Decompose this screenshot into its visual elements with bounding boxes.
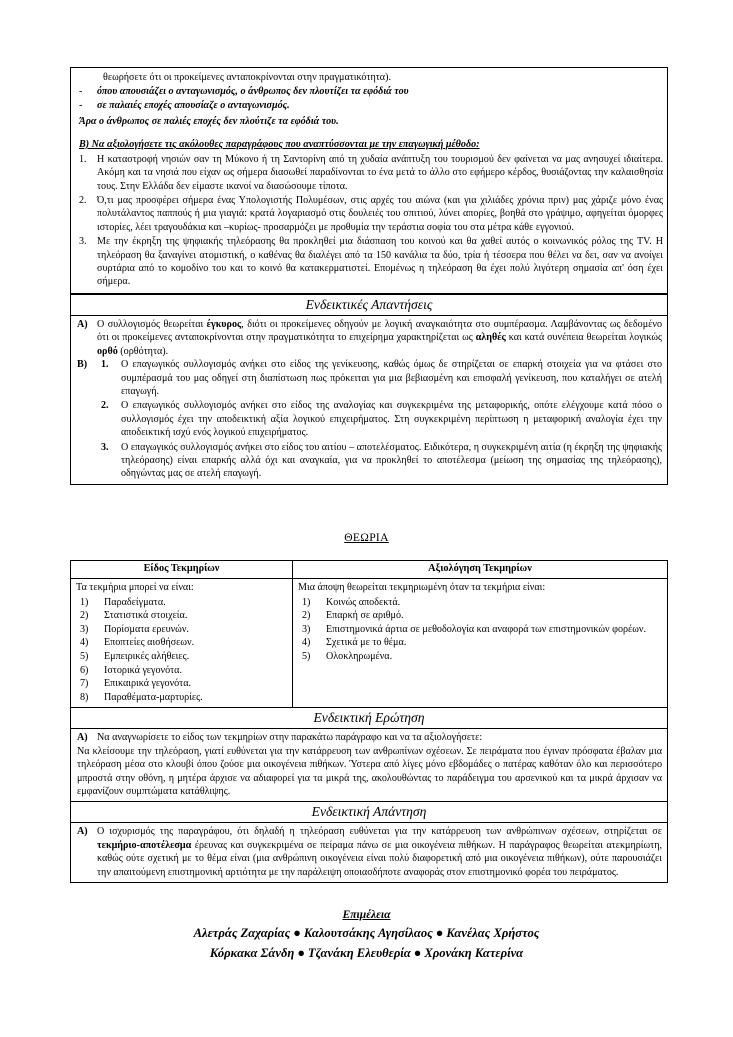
answer-b-sub-marker-2: 2. <box>101 400 109 412</box>
answer-a-part4: (ορθότητα). <box>117 345 169 357</box>
argument-section-box <box>70 67 668 294</box>
answer-a-part1: Ο συλλογισμός θεωρείται <box>97 319 207 330</box>
table-cell-evidence-evaluation <box>293 579 668 708</box>
list-text: Στατιστικά στοιχεία. <box>104 610 188 622</box>
credits-block <box>0 907 733 963</box>
question-prompt-row <box>75 731 662 744</box>
list-text: Κοινώς αποδεκτά. <box>326 596 401 608</box>
table-header-evidence-evaluation: Αξιολόγηση Τεκμηρίων <box>293 561 668 579</box>
list-text: Παραθέματα-μαρτυρίες. <box>104 691 203 703</box>
list-marker: 1. <box>79 153 87 165</box>
list-marker: 3) <box>302 623 311 635</box>
list-item <box>76 664 288 678</box>
answer-b-subitem-3 <box>75 441 662 481</box>
answer-item-b <box>75 358 662 398</box>
list-item <box>76 636 288 650</box>
answer-b-sub-marker-1: 1. <box>101 359 109 371</box>
credit-name: Καλουτσάκης Αγησίλαος <box>303 926 433 940</box>
list-marker: 1) <box>302 596 311 608</box>
table-cell-evidence-type <box>71 579 293 708</box>
evidence-table <box>70 560 668 708</box>
answer-a-part2: , διότι οι προκείμενες οδηγούν με λογική αναγκαιότητα στο συμπέρασμα. Λαμβάνοντας ως δεδομένο ότι οι προκείμενες ανταποκρίνονται στην πραγματικότητα το επιχείρημα χαρακτηρίζεται ως <box>97 319 662 344</box>
list-item <box>75 153 663 193</box>
answer-a-bold2: αληθές <box>475 332 506 344</box>
list-marker: 6) <box>80 664 89 676</box>
answer-a-bold1: έγκυρος <box>206 319 242 330</box>
list-item <box>76 650 288 664</box>
list-text: Εμπειρικές αλήθειες. <box>104 650 190 662</box>
question-label: Α) <box>77 732 88 744</box>
list-text: Επαρκή σε αριθμό. <box>326 610 404 622</box>
answer-paragraph <box>75 825 662 879</box>
list-item <box>298 623 663 637</box>
list-marker: 3. <box>79 236 87 248</box>
credit-name: Κόρκακα Σάνδη <box>209 946 295 960</box>
answer-b-subitem-2 <box>75 399 662 439</box>
list-marker: 8) <box>80 691 89 703</box>
dash-marker-icon: - <box>79 86 83 98</box>
table-header-evidence-type: Είδος Τεκμηρίων <box>71 561 293 579</box>
credit-name: Αλετράς Ζαχαρίας <box>193 926 291 940</box>
list-item <box>298 609 663 623</box>
spacer <box>75 129 663 138</box>
list-text: Παραδείγματα. <box>104 596 166 608</box>
credits-title: Επιμέλεια <box>342 908 391 921</box>
list-marker: 7) <box>80 678 89 690</box>
bullet-separator-icon: ● <box>435 926 444 940</box>
answer-label: Α) <box>77 826 88 838</box>
list-marker: 3) <box>80 623 89 635</box>
indicative-answers-box <box>70 294 668 485</box>
bullet-separator-icon: ● <box>413 946 422 960</box>
indicative-question-heading: Ενδεικτική Ερώτηση <box>71 708 667 729</box>
indicative-answers-heading: Ενδεικτικές Απαντήσεις <box>71 295 667 316</box>
list-marker: 2) <box>80 610 89 622</box>
list-item <box>298 596 663 610</box>
question-prompt: Να αναγνωρίσετε το είδος των τεκμηρίων στην παρακάτω παράγραφο και να τα αξιολογήσετε: <box>97 732 483 744</box>
answer-part2: έρευνας και συγκεκριμένα σε πείραμα πάνω σε μια οικογένεια πιθήκων. Η παράγραφος θεωρείται ατεκμηρίωτη, καθώς ούτε σχετική με το θέμα είναι (μια ανθρώπινη οικογένεια είναι πολύ διαφορετική από μια οικογένεια πιθήκων), ούτε παρουσιάζει την απαιτούμενη επιστημονική αρτιότητα με την παράλειψη οποιασδήποτε αναφοράς στον επιστημονικό φορέα του πειράματος. <box>97 839 662 878</box>
list-text: Με την έκρηξη της ψηφιακής τηλεόρασης θα προκληθεί μια διάσπαση του κοινού και θα χαθεί αυτός ο κοινωνικός ρόλος της TV. Η τηλεόραση θα ξαναγίνει ατομιστική, ο καθένας θα διαλέγει από τα 150 κανάλια τα δύο, τρία ή τέσσερα που θέλει να δει, σαν να ανοίγει συρτάρια από το κομοδίνο του και το κοινό θα κατακερματιστεί. Επομένως η τηλεόραση θα έχει πολύ λιγότερη σημασία απ' όση έχει σήμερα. <box>97 236 663 288</box>
premise-text-1: όπου απουσιάζει ο ανταγωνισμός, ο άνθρωπος δεν πλουτίζει τα εφόδιά του <box>97 86 409 98</box>
premise-row-2 <box>75 99 663 113</box>
list-text: Επικαιρικά γεγονότα. <box>104 678 192 690</box>
answer-label-b: Β) <box>77 359 88 371</box>
list-item <box>298 650 663 664</box>
answer-b-sub-marker-3: 3. <box>101 441 109 453</box>
list-marker: 5) <box>80 650 89 662</box>
credit-name: Χρονάκη Κατερίνα <box>424 946 524 960</box>
list-text: Η καταστροφή νησιών σαν τη Μύκονο ή τη Σαντορίνη από τη χυδαία ανάπτυξη του τουρισμού δεν φαίνεται να μας ανησυχεί ιδιαίτερα. Ακόμη και τα νησιά που είχαν ως σήμερα διασωθεί παραδίνονται το ένα μετά το άλλο στο εφήμερο κέρδος, θυσιάζοντας την καλαισθησία τους. Στην Ελλάδα δεν είμαστε ικανοί να διασώσουμε τίποτα. <box>97 153 663 192</box>
list-text: Ολοκληρωμένα. <box>326 650 393 662</box>
list-marker: 2. <box>79 195 87 207</box>
indicative-question-block <box>70 708 668 802</box>
answer-bold1: τεκμήριο-αποτέλεσμα <box>97 839 192 851</box>
bullet-separator-icon: ● <box>297 946 305 960</box>
credits-row-2 <box>0 943 733 963</box>
indicative-answers-body <box>71 316 667 484</box>
premise-row-1 <box>75 85 663 99</box>
list-item <box>76 677 288 691</box>
list-marker: 5) <box>302 650 311 662</box>
dash-marker-icon: - <box>79 100 83 112</box>
list-item <box>76 691 288 705</box>
answer-b-sub-text-1: Ο επαγωγικός συλλογισμός ανήκει στο είδος της γενίκευσης, καθώς όμως δε στηρίζεται σε επαρκή στοιχεία για να φτάσει στο συμπέρασμά του μας οδηγεί στη διαπίστωση πως πρόκειται για μια βεβιασμένη και επισφαλή γενίκευση, που καταλήγει σε ατελή επαγωγή. <box>121 359 662 398</box>
list-item <box>298 636 663 650</box>
credit-name: Τζανάκη Ελευθερία <box>307 946 411 960</box>
evidence-type-list <box>76 596 288 705</box>
evidence-evaluation-list <box>298 596 663 664</box>
theory-title: ΘΕΩΡΙΑ <box>344 531 389 544</box>
list-text: Ό,τι μας προσφέρει σήμερα ένας Υπολογιστής Πολυμέσων, στις αρχές του αιώνα (και για χιλιάδες χρόνια πριν) μας χάριζε μόνο ένας πολυτάλαντος παππούς ή μια γιαγιά: κρατά λογαριασμό στις δουλειές του σπιτιού, λύνει απορίες, βοηθά στο γράψιμο, αφηγείται όμορφες ιστορίες, λέει τραγουδάκια και –κυρίως- προσαρμόζει με προθυμία την τεράστια σοφία του στα μέτρα κάθε εγγονιού. <box>97 195 663 233</box>
list-marker: 4) <box>80 637 89 649</box>
list-text: Σχετικά με το θέμα. <box>326 637 407 649</box>
list-item <box>75 235 663 289</box>
list-item <box>75 194 663 234</box>
list-text: Ιστορικά γεγονότα. <box>104 664 182 676</box>
right-intro: Μια άποψη θεωρείται τεκμηριωμένη όταν τα τεκμήρια είναι: <box>298 582 546 593</box>
answer-label-a: Α) <box>77 319 88 330</box>
answer-a-bold3: ορθό <box>97 345 118 357</box>
answer-b-sub-text-3: Ο επαγωγικός συλλογισμός ανήκει στο είδος του αιτίου – αποτελέσματος. Ειδικότερα, η συγκεκριμένη αιτία (η έκρηξη της ψηφιακής τηλεόρασης) είναι επαρκής αλλά όχι και αναγκαία, για να προκληθεί το αποτέλεσμα (μείωση της σημασίας της τηλεόρασης), οδηγώντας μας σε ατελή επαγωγή. <box>121 441 662 480</box>
answer-item-a <box>75 318 662 358</box>
question-b-heading: Β) Να αξιολογήσετε τις ακόλουθες παραγράφους που αναπτύσσονται με την επαγωγική μέθοδο: <box>79 138 480 150</box>
list-item <box>76 609 288 623</box>
indicative-answer-body <box>71 823 667 882</box>
credits-row-1 <box>0 923 733 943</box>
table-row <box>71 579 668 708</box>
list-marker: 1) <box>80 596 89 608</box>
list-text: Πορίσματα ερευνών. <box>104 623 189 635</box>
answer-b-sub-text-2: Ο επαγωγικός συλλογισμός ανήκει στο είδος της αναλογίας και συγκεκριμένα της μεταφορικής, οπότε ελέγχουμε κατά πόσο ο συλλογισμός έχει την αποδεικτική αξία λογικού επιχειρήματος. Στη συγκεκριμένη περίπτωση η μεταφορική αναλογία έχει την αποδεικτική ισχύ ενός λογικού επιχειρήματος. <box>121 400 662 439</box>
credit-name: Κανέλας Χρήστος <box>446 926 540 940</box>
indicative-answer-heading: Ενδεικτική Απάντηση <box>71 802 667 823</box>
indicative-question-body <box>71 729 667 801</box>
list-text: Εποπτείες αισθήσεων. <box>104 637 195 649</box>
argument-first-line: θεωρήσετε ότι οι προκείμενες ανταποκρίνονται στην πραγματικότητα). <box>103 72 391 83</box>
list-marker: 4) <box>302 637 311 649</box>
list-marker: 2) <box>302 610 311 622</box>
indicative-answer-block <box>70 802 668 883</box>
answer-a-part3: και κατά συνέπεια θεωρείται λογικώς <box>505 332 663 344</box>
bullet-separator-icon: ● <box>293 926 301 940</box>
table-header-row <box>71 561 668 579</box>
left-intro: Τα τεκμήρια μπορεί να είναι: <box>76 582 194 593</box>
premise-text-2: σε παλαιές εποχές απουσίαζε ο ανταγωνισμός. <box>97 100 290 112</box>
list-item <box>76 596 288 610</box>
theory-section-box <box>70 560 668 883</box>
argument-conclusion: Άρα ο άνθρωπος σε παλιές εποχές δεν πλούτιζε τα εφόδιά του. <box>79 115 339 127</box>
answer-part1: Ο ισχυρισμός της παραγράφου, ότι δηλαδή η τηλεόραση ευθύνεται για την κατάρρευση των ανθρώπινων σχέσεων, στηρίζεται σε <box>97 826 662 838</box>
list-item <box>76 623 288 637</box>
inductive-paragraph-list <box>75 153 663 289</box>
list-text: Επιστημονικά άρτια σε μεθοδολογία και αναφορά των επιστημονικών φορέων. <box>326 623 647 635</box>
question-passage: Να κλείσουμε την τηλεόραση, γιατί ευθύνεται για την κατάρρευση των ανθρωπίνων σχέσεων. Σε πειράματα που έγιναν πρόσφατα έβαλαν μια τηλεόραση μέσα στο κλουβί όπου ζούσε μια οικογένεια πιθήκων. Ύστερα από λίγες μόνο εβδομάδες ο πατέρας καθόταν όλο και περισσότερο μπροστά στην οθόνη, η μητέρα άρχισε να αδιαφορεί για τα μικρά της, ακολουθώντας το παράδειγμα του αρσενικού και τα μικρά άρχισαν να εμφανίζουν συμπτώματα κατάθλιψης. <box>77 745 662 797</box>
